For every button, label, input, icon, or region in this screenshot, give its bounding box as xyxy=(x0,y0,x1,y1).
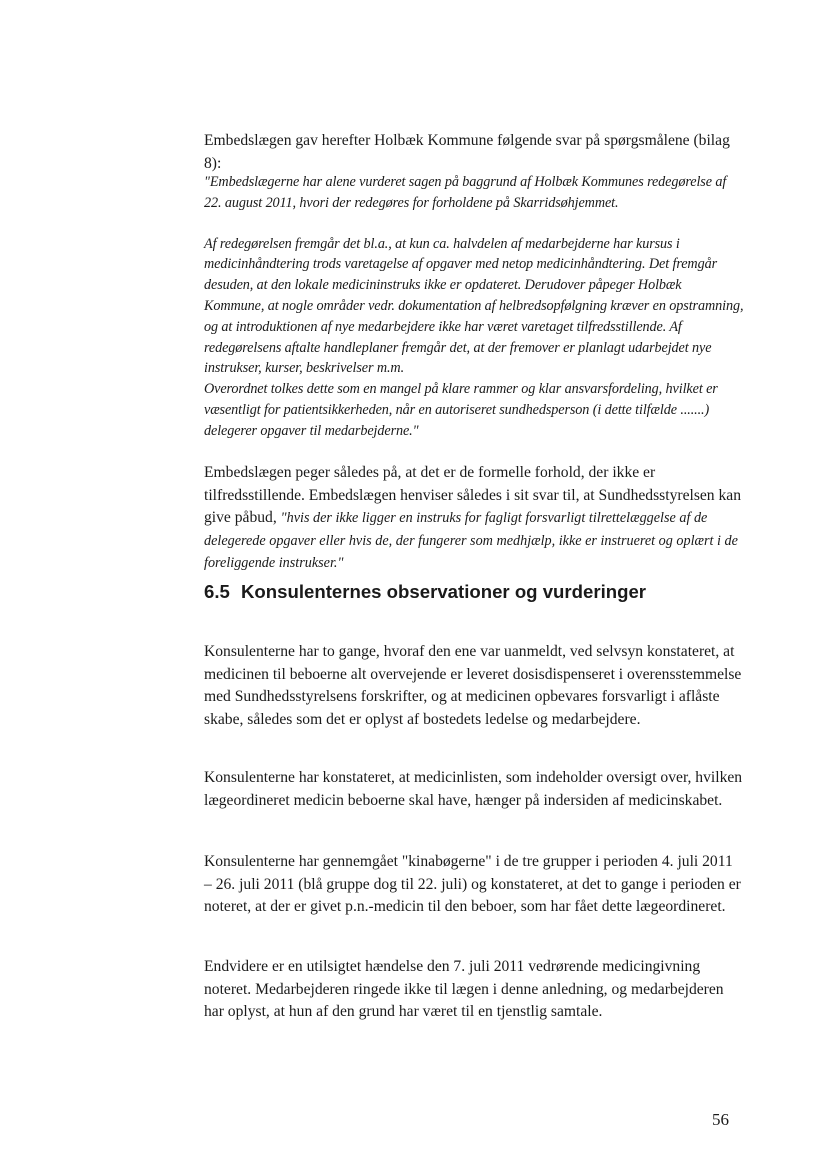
section-title: Konsulenternes observationer og vurderinger xyxy=(241,581,647,602)
embedslaegen-quote: "hvis der ikke ligger en instruks for fagligt forsvarligt tilrettelæggelse af de delegerede opgaver eller hvis de, der fungerer som medhjælp, ikke er instrueret og oplært i de foreliggende instrukser." xyxy=(204,510,738,572)
embedslaegen-text: Embedslægen peger således på, at det er de formelle forhold, der ikke er tilfredsstillende. Embedslægen henviser således i sit svar til, at Sundhedsstyrelsen kan give påbud, xyxy=(204,464,742,527)
embedslaegen-paragraph xyxy=(204,462,744,575)
quote-paragraph-3: Overordnet tolkes dette som en mangel på klare rammer og klar ansvarsfordeling, hvilket er væsentligt for patientsikkerheden, når en autoriseret sundhedsperson (i dette tilfælde .......) delegerer opgaver til medarbejderne." xyxy=(204,381,718,439)
body-paragraph-1: Konsulenterne har to gange, hvoraf den ene var uanmeldt, ved selvsyn konstateret, at medicinen til beboerne alt overvejende er leveret dosisdispenseret i overensstemmelse med Sundhedsstyrelsens forskrifter, og at medicinen opbevares forsvarligt i aflåste skabe, således som det er oplyst af bostedets ledelse og medarbejdere. xyxy=(204,643,742,728)
section-heading xyxy=(204,581,674,602)
quote-spacer xyxy=(204,214,744,234)
embedslaege-quote xyxy=(204,172,744,442)
page-number: 56 xyxy=(712,1110,729,1129)
body-paragraph-4: Endvidere er en utilsigtet hændelse den 7. juli 2011 vedrørende medicingivning noteret. Medarbejderen ringede ikke til lægen i denne anledning, og medarbejderen har oplyst, at hun af den grund har været til en tjenstlig samtale. xyxy=(204,958,724,1021)
quote-paragraph-2: Af redegørelsen fremgår det bl.a., at kun ca. halvdelen af medarbejderne har kursus i medicinhåndtering trods varetagelse af opgaver med netop medicinhåndtering. Det fremgår desuden, at den lokale medicininstruks ikke er opdateret. Derudover påpeger Holbæk Kommune, at nogle områder vedr. dokumentation af helbredsopfølgning kræver en opstramning, og at introduktionen af nye medarbejdere ikke har været varetaget tilfredsstillende. Af redegørelsens aftalte handleplaner fremgår det, at der fremover er planlagt udarbejdet nye instrukser, kurser, beskrivelser m.m. xyxy=(204,235,744,377)
body-paragraph-2: Konsulenterne har konstateret, at medicinlisten, som indeholder oversigt over, hvilken lægeordineret medicin beboerne skal have, hænger på indersiden af medicinskabet. xyxy=(204,769,743,809)
intro-paragraph: Embedslægen gav herefter Holbæk Kommune følgende svar på spørgsmålene (bilag 8): xyxy=(204,132,730,172)
body-paragraph-3: Konsulenterne har gennemgået "kinabøgerne" i de tre grupper i perioden 4. juli 2011 – 26. juli 2011 (blå gruppe dog til 22. juli) og konstateret, at det to gange i perioden er noteret, at der er givet p.n.-medicin til den beboer, som har fået dette lægeordineret. xyxy=(204,853,741,916)
quote-paragraph-1: "Embedslægerne har alene vurderet sagen på baggrund af Holbæk Kommunes redegørelse af 22. august 2011, hvori der redegøres for forholdene på Skarridsøhjemmet. xyxy=(204,174,727,211)
section-number: 6.5 xyxy=(204,581,230,602)
